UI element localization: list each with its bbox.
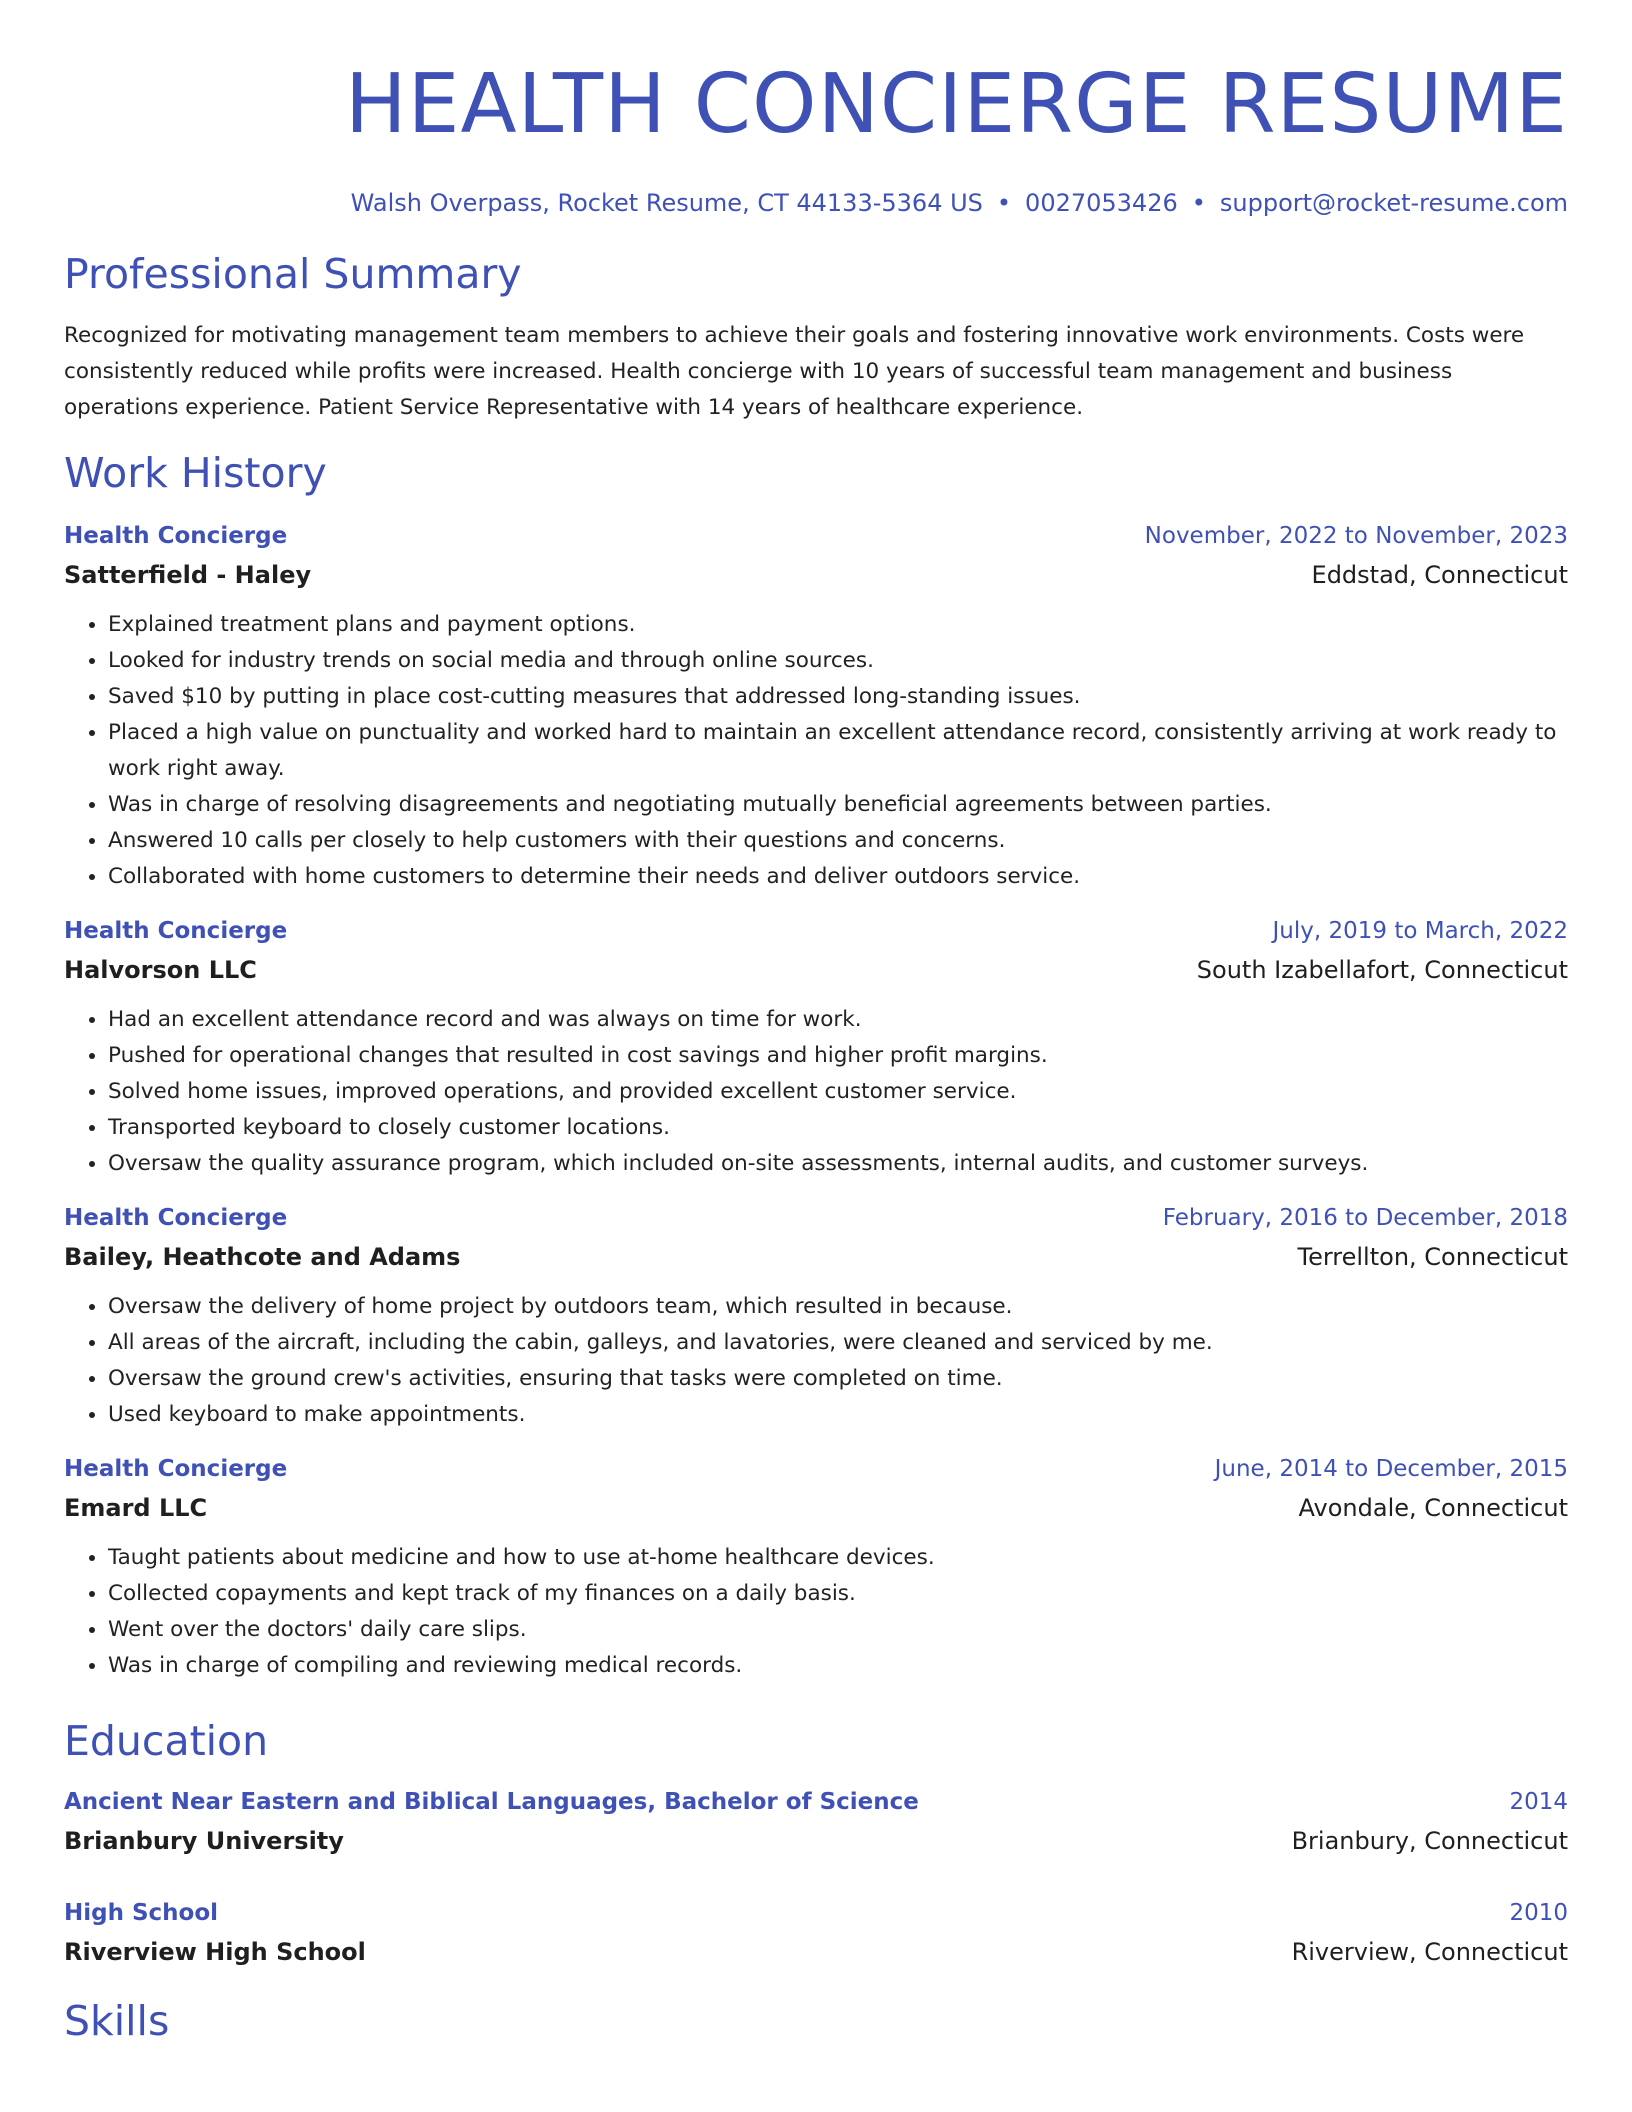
job-company: Satterfield - Haley: [64, 561, 312, 589]
job-bullet: • Saved $10 by putting in place cost-cutting measures that addressed long-standing issues.: [108, 679, 1568, 715]
education-degree: High School: [64, 1900, 219, 1926]
job-location: Terrellton, Connecticut: [1297, 1243, 1568, 1271]
job-bullets: [64, 1002, 1568, 1182]
skills-heading: Skills: [64, 1997, 170, 2045]
job-company: Bailey, Heathcote and Adams: [64, 1243, 461, 1271]
job-company: Halvorson LLC: [64, 956, 257, 984]
job-dates: November, 2022 to November, 2023: [1144, 523, 1568, 549]
job-bullet: • Explained treatment plans and payment options.: [108, 607, 1568, 643]
job-bullet: • Solved home issues, improved operations, and provided excellent customer service.: [108, 1074, 1568, 1110]
education-header-row: [64, 1895, 1568, 1931]
job-location: Eddstad, Connecticut: [1311, 561, 1568, 589]
job-header-row: [64, 913, 1568, 949]
education-heading: Education: [64, 1717, 269, 1765]
contact-phone: 0027053426: [1025, 189, 1178, 217]
work-history-section: [64, 446, 1568, 1684]
education-year: 2014: [1509, 1789, 1568, 1815]
education-entry: [64, 1895, 1568, 1970]
education-year: 2010: [1509, 1900, 1568, 1926]
education-section: [64, 1714, 1568, 1970]
education-entry: [64, 1784, 1568, 1859]
job-bullet: • Went over the doctors' daily care slips.: [108, 1612, 1568, 1648]
work-history-heading: Work History: [64, 449, 327, 497]
job-list: [64, 518, 1568, 1684]
job-title: Health Concierge: [64, 523, 288, 549]
job-dates: February, 2016 to December, 2018: [1162, 1205, 1568, 1231]
job-bullet: • Collaborated with home customers to determine their needs and deliver outdoors service.: [108, 859, 1568, 895]
education-list: [64, 1784, 1568, 1970]
job-company-row: [64, 952, 1568, 988]
education-school: Brianbury University: [64, 1827, 344, 1855]
job-bullet: • Had an excellent attendance record and was always on time for work.: [108, 1002, 1568, 1038]
contact-email: support@rocket-resume.com: [1219, 189, 1568, 217]
job-title: Health Concierge: [64, 918, 288, 944]
education-location: Brianbury, Connecticut: [1291, 1827, 1568, 1855]
job-header-row: [64, 1451, 1568, 1487]
job-bullet: • Answered 10 calls per closely to help customers with their questions and concerns.: [108, 823, 1568, 859]
job-header-row: [64, 518, 1568, 554]
job-bullets: [64, 607, 1568, 895]
job-entry: [64, 1451, 1568, 1684]
job-bullet: • Oversaw the ground crew's activities, ensuring that tasks were completed on time.: [108, 1361, 1568, 1397]
education-location: Riverview, Connecticut: [1291, 1938, 1568, 1966]
job-bullet: • Looked for industry trends on social media and through online sources.: [108, 643, 1568, 679]
job-bullet: • All areas of the aircraft, including the cabin, galleys, and lavatories, were cleaned and serviced by me.: [108, 1325, 1568, 1361]
job-bullet: • Pushed for operational changes that resulted in cost savings and higher profit margins.: [108, 1038, 1568, 1074]
job-location: Avondale, Connecticut: [1298, 1494, 1568, 1522]
job-title: Health Concierge: [64, 1205, 288, 1231]
job-bullet: • Transported keyboard to closely customer locations.: [108, 1110, 1568, 1146]
job-company-row: [64, 1239, 1568, 1275]
job-header-row: [64, 1200, 1568, 1236]
job-bullets: [64, 1540, 1568, 1684]
job-bullet: • Taught patients about medicine and how to use at-home healthcare devices.: [108, 1540, 1568, 1576]
job-bullet: • Placed a high value on punctuality and worked hard to maintain an excellent attendance record, consistently arriving at work ready to work right away.: [108, 715, 1568, 787]
job-entry: [64, 518, 1568, 895]
summary-text: Recognized for motivating management team members to achieve their goals and fostering innovative work environments. Costs were consistently reduced while profits were increased. Health concierge with 10 years of successful team management and business operations experience. Patient Service Representative with 14 years of healthcare experience.: [64, 323, 1525, 420]
job-dates: June, 2014 to December, 2015: [1214, 1456, 1568, 1482]
job-company: Emard LLC: [64, 1494, 208, 1522]
job-bullet: • Was in charge of compiling and reviewing medical records.: [108, 1648, 1568, 1684]
job-company-row: [64, 1490, 1568, 1526]
contact-line: [64, 186, 1568, 220]
job-bullet: • Oversaw the delivery of home project by outdoors team, which resulted in because.: [108, 1289, 1568, 1325]
summary-section: [64, 247, 1568, 426]
job-bullets: [64, 1289, 1568, 1433]
job-dates: July, 2019 to March, 2022: [1272, 918, 1568, 944]
education-school-row: [64, 1934, 1568, 1970]
job-bullet: • Was in charge of resolving disagreements and negotiating mutually beneficial agreements between parties.: [108, 787, 1568, 823]
job-bullet: • Oversaw the quality assurance program, which included on-site assessments, internal audits, and customer surveys.: [108, 1146, 1568, 1182]
job-company-row: [64, 557, 1568, 593]
job-entry: [64, 913, 1568, 1182]
education-school: Riverview High School: [64, 1938, 366, 1966]
job-title: Health Concierge: [64, 1456, 288, 1482]
summary-heading: Professional Summary: [64, 250, 522, 298]
job-entry: [64, 1200, 1568, 1433]
education-school-row: [64, 1823, 1568, 1859]
job-bullet: • Used keyboard to make appointments.: [108, 1397, 1568, 1433]
education-header-row: [64, 1784, 1568, 1820]
contact-separator: •: [996, 189, 1012, 217]
job-location: South Izabellafort, Connecticut: [1196, 956, 1568, 984]
resume-title: HEALTH CONCIERGE RESUME: [345, 57, 1568, 152]
skills-section: [64, 1994, 1568, 2048]
job-bullet: • Collected copayments and kept track of my finances on a daily basis.: [108, 1576, 1568, 1612]
education-degree: Ancient Near Eastern and Biblical Languages, Bachelor of Science: [64, 1789, 919, 1815]
contact-address: Walsh Overpass, Rocket Resume, CT 44133-5364 US: [350, 189, 983, 217]
resume-header: [64, 0, 1568, 220]
contact-separator: •: [1191, 189, 1206, 217]
